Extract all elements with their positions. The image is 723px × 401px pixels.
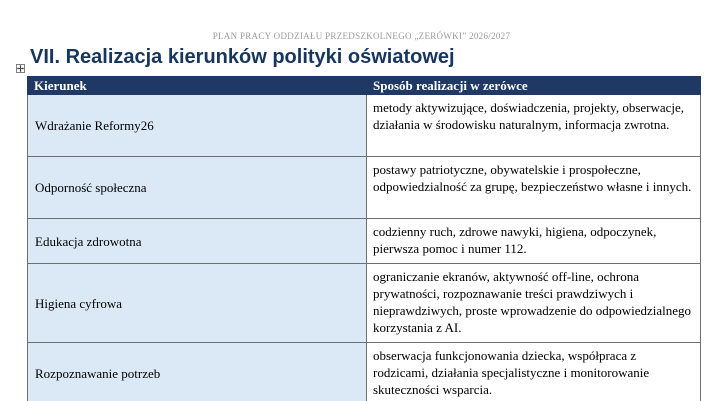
table-row	[28, 95, 701, 157]
direction-cell: Edukacja zdrowotna	[28, 219, 367, 264]
implementation-cell: postawy patriotyczne, obywatelskie i prospołeczne, odpowiedzialność za grupę, bezpieczeństwo własne i innych.	[367, 157, 701, 219]
running-header: PLAN PRACY ODDZIAŁU PRZEDSZKOLNEGO „ZERÓWKI” 2026/2027	[212, 31, 511, 41]
direction-cell: Wdrażanie Reformy26	[28, 95, 367, 157]
policy-directions-table	[27, 76, 701, 401]
table-row	[28, 157, 701, 219]
implementation-cell: ograniczanie ekranów, aktywność off-line, ochrona prywatności, rozpoznawanie treści prawdziwych i nieprawdziwych, proste wprowadzenie do odpowiedzialnego korzystania z AI.	[367, 264, 701, 343]
column-header-direction: Kierunek	[28, 77, 367, 95]
column-header-implementation: Sposób realizacji w zerówce	[367, 77, 701, 95]
direction-cell: Higiena cyfrowa	[28, 264, 367, 343]
table-row	[28, 343, 701, 401]
direction-cell: Odporność społeczna	[28, 157, 367, 219]
direction-cell: Rozpoznawanie potrzeb	[28, 343, 367, 401]
table-row	[28, 264, 701, 343]
implementation-cell: metody aktywizujące, doświadczenia, projekty, obserwacje, działania w środowisku naturalnym, informacja zwrotna.	[367, 95, 701, 157]
section-title: VII. Realizacja kierunków polityki oświatowej	[30, 46, 455, 68]
implementation-cell: obserwacja funkcjonowania dziecka, współpraca z rodzicami, działania specjalistyczne i monitorowanie skuteczności wsparcia.	[367, 343, 701, 401]
implementation-cell: codzienny ruch, zdrowe nawyki, higiena, odpoczynek, pierwsza pomoc i numer 112.	[367, 219, 701, 264]
table-move-handle-icon[interactable]	[16, 64, 25, 73]
table-header-row	[28, 77, 701, 95]
table-row	[28, 219, 701, 264]
